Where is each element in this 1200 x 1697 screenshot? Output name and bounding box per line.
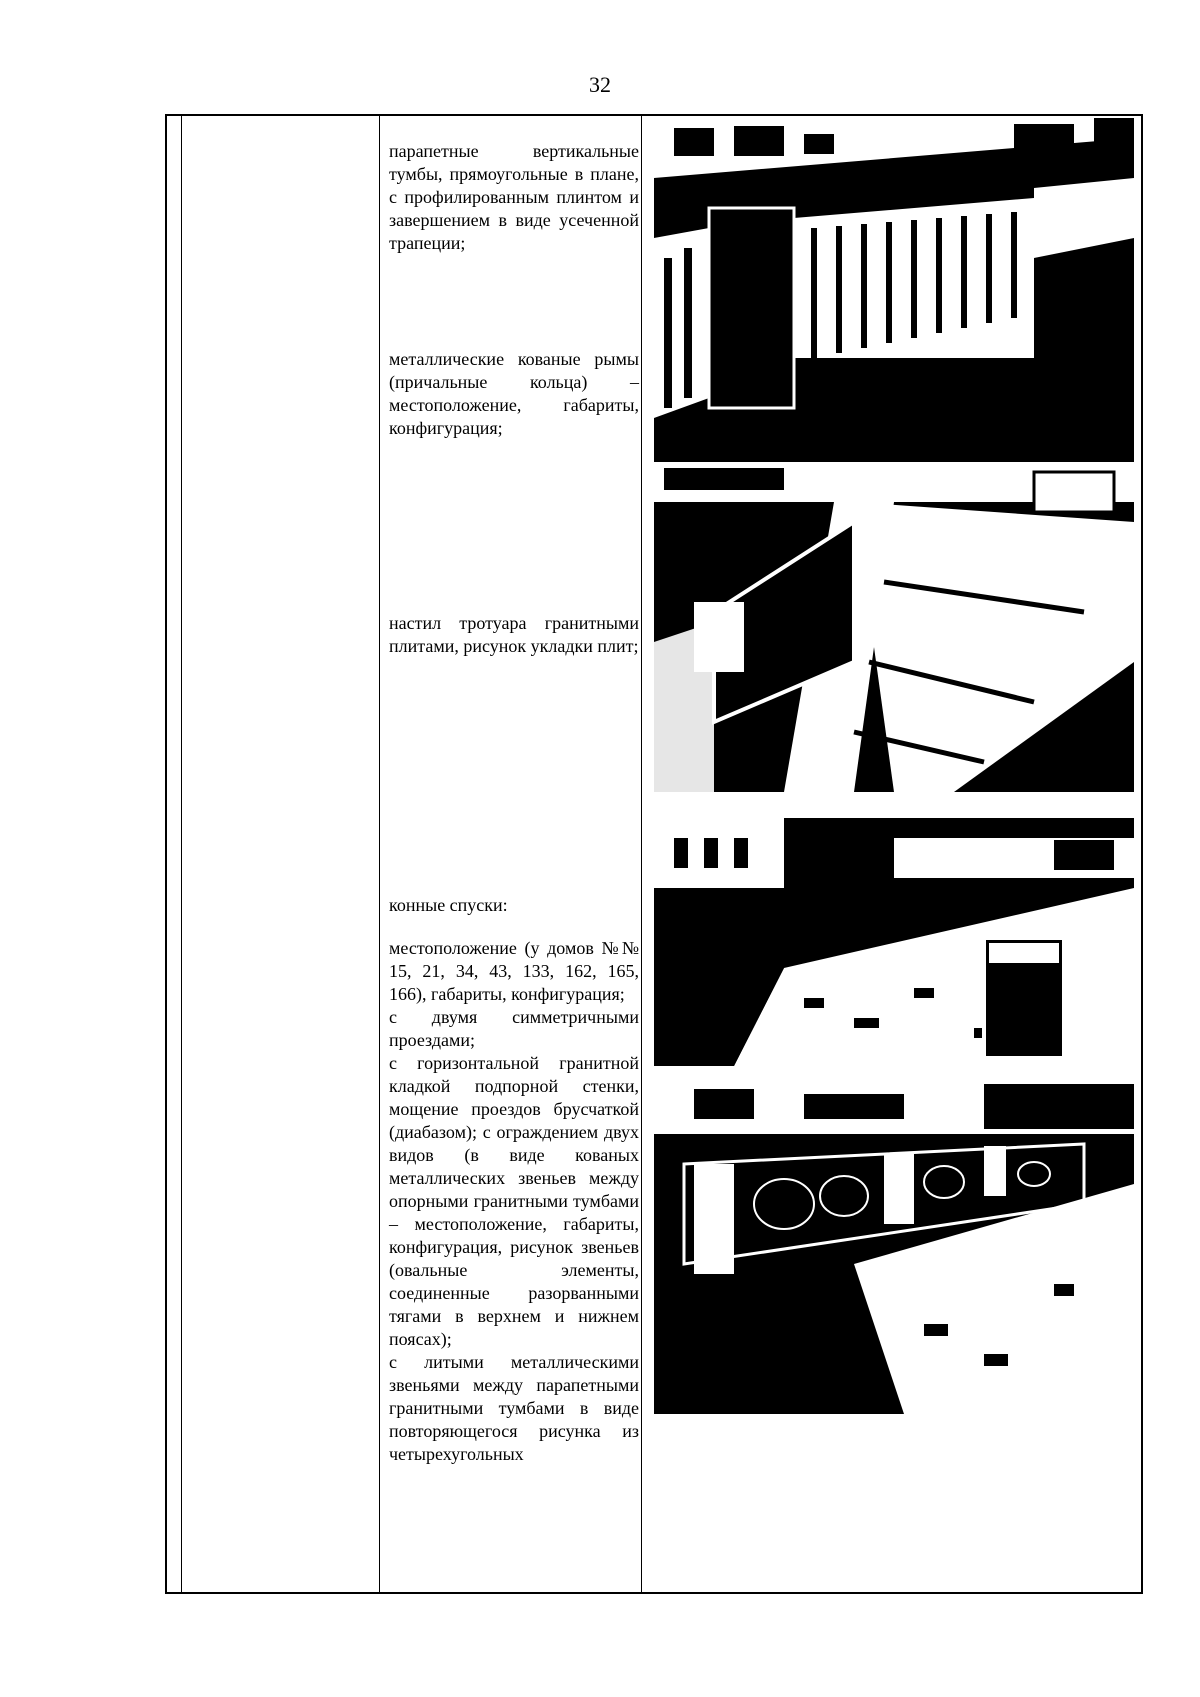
description-paragraph: местоположение (у домов №№ 15, 21, 34, 43, 133, 162, 165, 166), габариты, конфигурация; <box>389 938 639 1004</box>
description-paragraph: металлические кованые рымы (причальные кольца) – местоположение, габариты, конфигурация; <box>389 349 639 438</box>
description-paragraph: с двумя симметричными проездами; <box>389 1007 639 1050</box>
document-table <box>165 114 1143 1594</box>
description-paragraph: конные спуски: <box>389 895 508 915</box>
description-paragraph: настил тротуара гранитными плитами, рисунок укладки плит; <box>389 613 639 656</box>
photo-embankment-railing <box>654 118 1134 478</box>
description-paragraph: с горизонтальной гранитной кладкой подпорной стенки, мощение проездов брусчаткой (диабазом); с ограждением двух видов (в виде кованых металлических звеньев между опорными гранитными тумбами – местоположение, габариты, конфигурация, рисунок звеньев (овальные элементы, соединенные разорванными тягами в верхнем и нижнем поясах); <box>389 1053 639 1349</box>
description-sidewalk-paving <box>389 612 639 658</box>
photo-horse-descent <box>654 818 1134 1066</box>
column-divider-2 <box>379 116 380 1592</box>
photo-cast-fence <box>654 1084 1134 1414</box>
column-divider-1 <box>181 116 182 1592</box>
photo-granite-sidewalk <box>654 462 1134 792</box>
description-mooring-rings <box>389 348 639 440</box>
description-parapet-posts <box>389 140 639 255</box>
page-number: 32 <box>589 72 611 97</box>
description-paragraph: с литыми металлическими звеньями между парапетными гранитными тумбами в виде повторяющегося рисунка из четырехугольных <box>389 1352 639 1464</box>
column-divider-3 <box>641 116 642 1592</box>
description-horse-descents <box>389 894 639 1466</box>
description-paragraph: парапетные вертикальные тумбы, прямоугольные в плане, с профилированным плинтом и завершением в виде усеченной трапеции; <box>389 141 639 253</box>
